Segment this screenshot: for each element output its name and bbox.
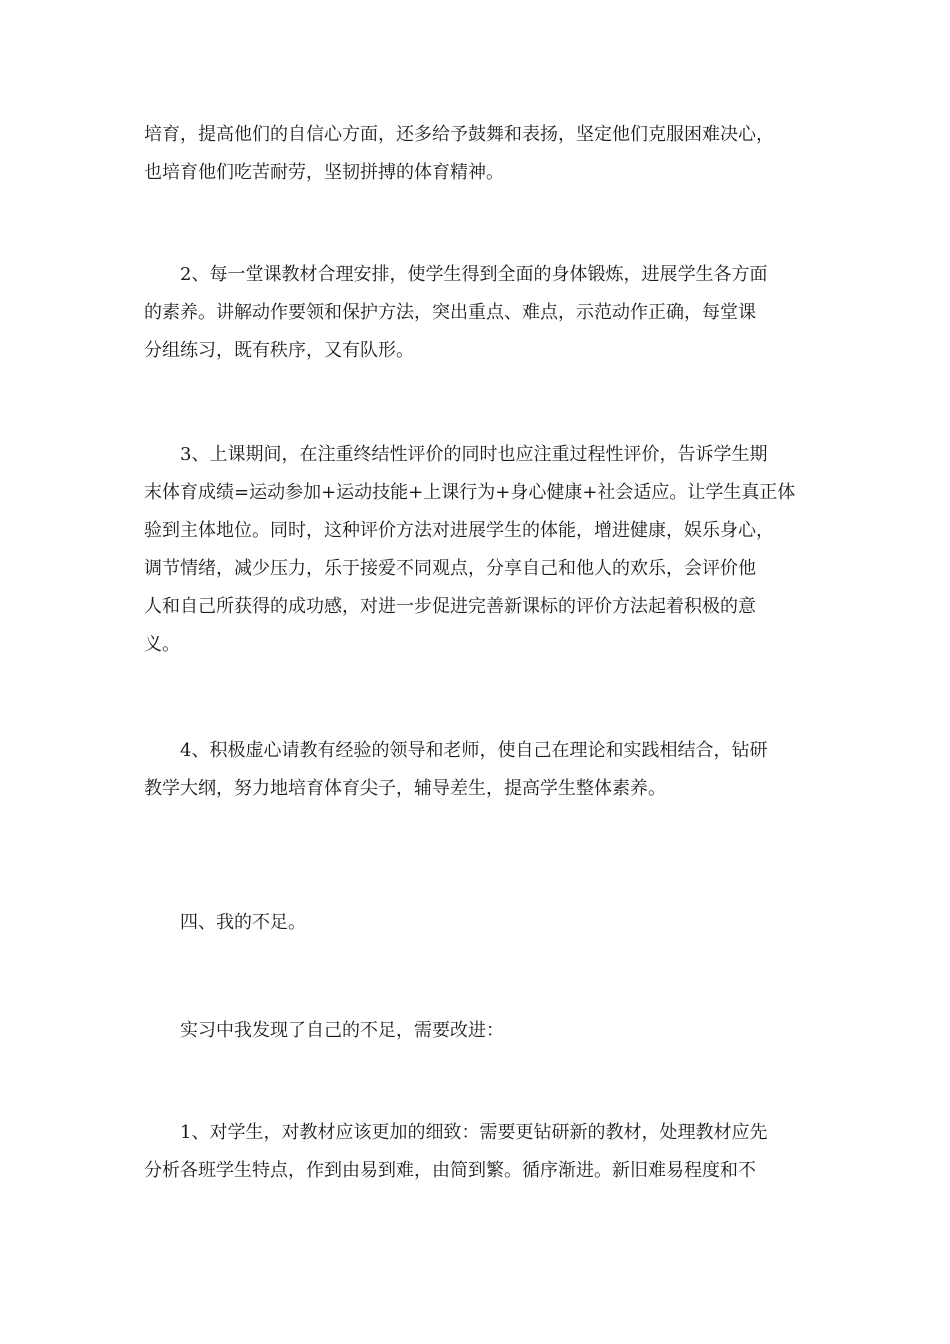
text-line: 调节情绪，减少压力，乐于接爱不同观点，分享自己和他人的欢乐，会评价他	[144, 558, 756, 579]
text-line: 也培育他们吃苦耐劳，坚韧拼搏的体育精神。	[144, 162, 504, 183]
text-line: 实习中我发现了自己的不足，需要改进：	[180, 1020, 504, 1041]
text-line: 4、积极虚心请教有经验的领导和老师，使自己在理论和实践相结合，钻研	[180, 740, 768, 761]
paragraph-continuation	[144, 116, 810, 192]
paragraph-item-4	[144, 732, 810, 808]
text-line: 培育，提高他们的自信心方面，还多给予鼓舞和表扬，坚定他们克服困难决心，	[144, 124, 774, 145]
paragraph-intro-shortcomings	[144, 1012, 810, 1050]
text-line: 人和自己所获得的成功感，对进一步促进完善新课标的评价方法起着积极的意	[144, 596, 756, 617]
text-line: 3、上课期间，在注重终结性评价的同时也应注重过程性评价，告诉学生期	[180, 444, 768, 465]
paragraph-item-2	[144, 256, 810, 370]
paragraph-shortcoming-1	[144, 1114, 810, 1190]
heading-line: 四、我的不足。	[180, 912, 306, 933]
text-line: 分组练习，既有秩序，又有队形。	[144, 340, 414, 361]
paragraph-item-3	[144, 436, 810, 664]
section-heading-shortcomings	[144, 904, 810, 942]
text-line: 分析各班学生特点，作到由易到难，由简到繁。循序渐进。新旧难易程度和不	[144, 1160, 756, 1181]
text-line: 末体育成绩=运动参加+运动技能+上课行为+身心健康+社会适应。让学生真正体	[144, 482, 796, 503]
text-line: 义。	[144, 634, 180, 655]
text-line: 的素养。讲解动作要领和保护方法，突出重点、难点，示范动作正确，每堂课	[144, 302, 756, 323]
text-line: 1、对学生，对教材应该更加的细致：需要更钻研新的教材，处理教材应先	[180, 1122, 768, 1143]
text-line: 验到主体地位。同时，这种评价方法对进展学生的体能，增进健康，娱乐身心，	[144, 520, 774, 541]
text-line: 教学大纲，努力地培育体育尖子，辅导差生，提高学生整体素养。	[144, 778, 666, 799]
text-line: 2、每一堂课教材合理安排，使学生得到全面的身体锻炼，进展学生各方面	[180, 264, 768, 285]
